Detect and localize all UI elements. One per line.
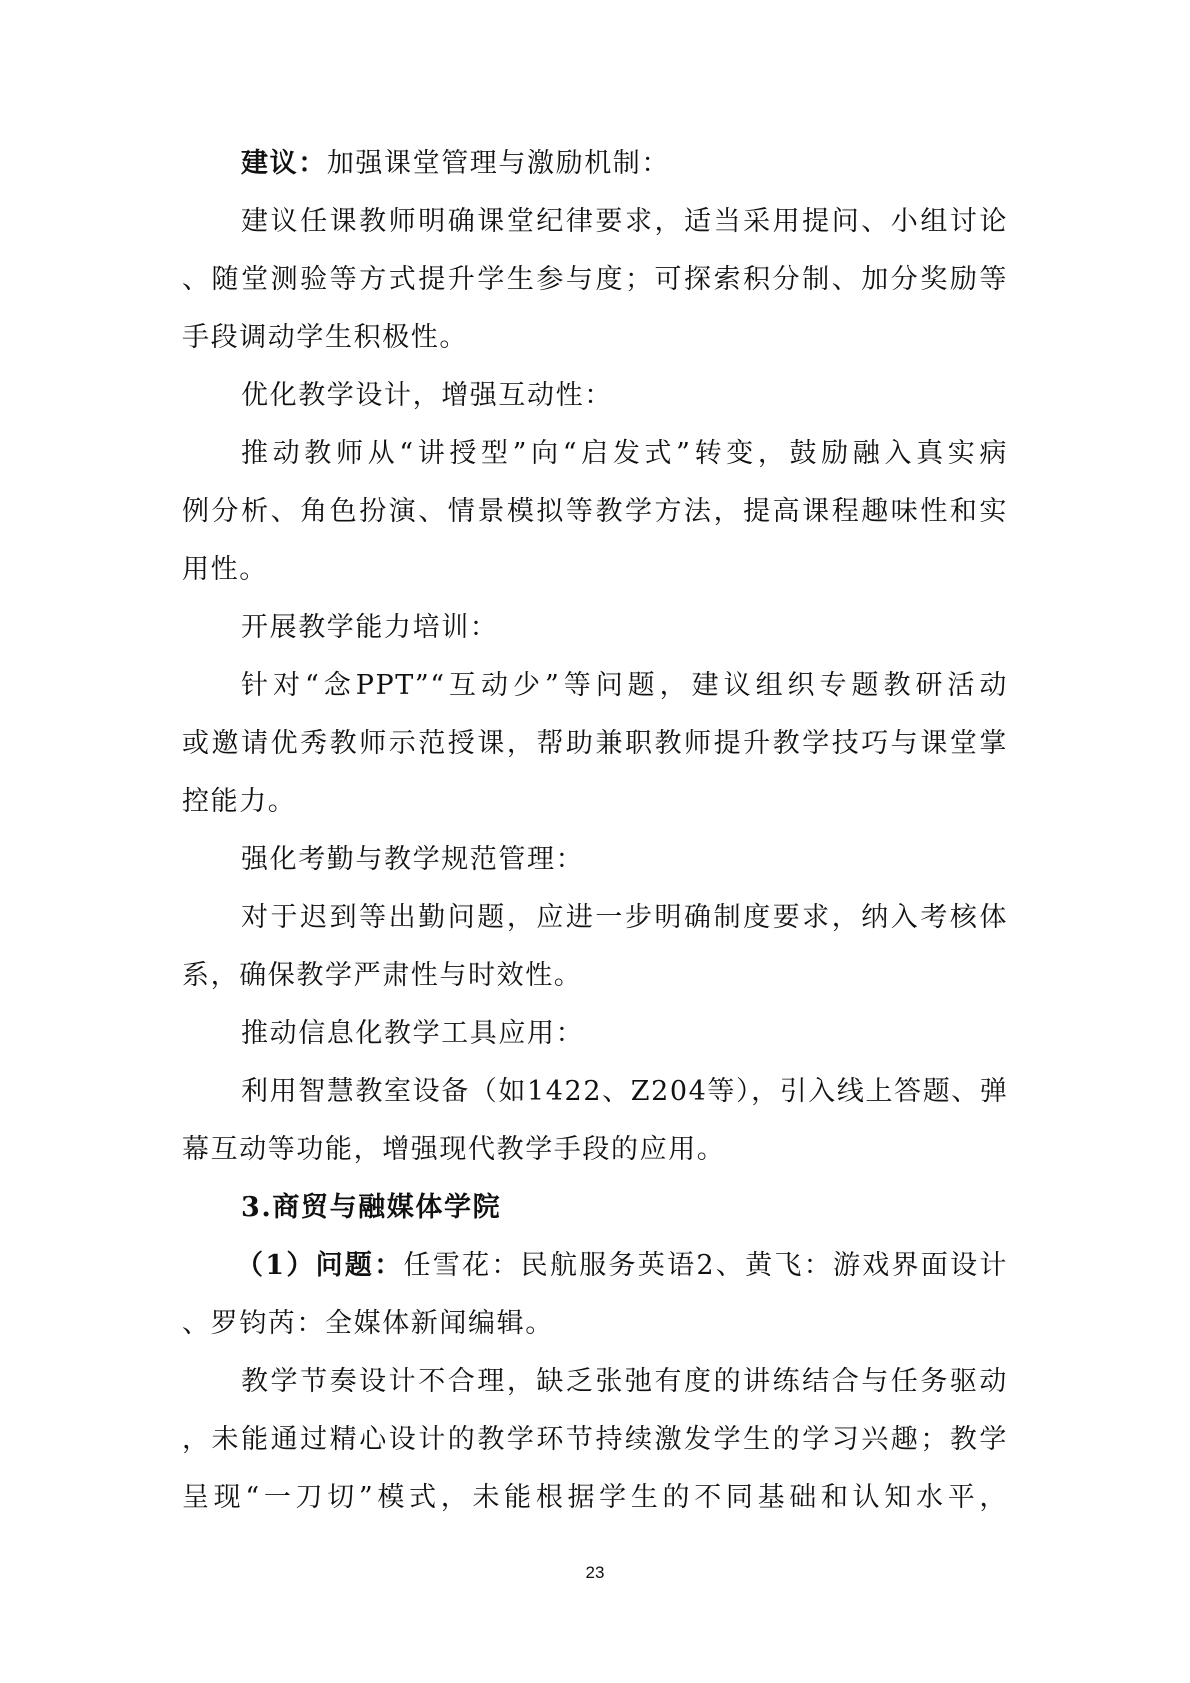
bold-label: 建议：	[241, 148, 327, 179]
bold-label: （1）问题：	[236, 1250, 404, 1281]
section-heading	[182, 1179, 1008, 1237]
paragraph-line: 幕互动等功能，增强现代教学手段的应用。	[182, 1134, 726, 1165]
subheading: 推动信息化教学工具应用：	[241, 1018, 585, 1049]
paragraph-line: 手段调动学生积极性。	[182, 322, 468, 353]
text: 任雪花：民航服务英语2、黄飞：游戏界面设计	[403, 1250, 1009, 1281]
paragraph-line: 教学节奏设计不合理，缺乏张弛有度的讲练结合与任务驱动	[241, 1366, 1008, 1397]
subheading: 开展教学能力培训：	[241, 612, 499, 643]
problem-line	[182, 1237, 1008, 1295]
section-title: 3.商贸与融媒体学院	[241, 1192, 502, 1223]
paragraph-line: 对于迟到等出勤问题，应进一步明确制度要求，纳入考核体	[241, 902, 1008, 933]
subheading: 优化教学设计，增强互动性：	[241, 380, 613, 411]
paragraph-line: 控能力。	[182, 786, 297, 817]
text: 加强课堂管理与激励机制：	[326, 148, 671, 179]
page-number: 23	[585, 1563, 605, 1582]
paragraph-line: 针对“念PPT”“互动少”等问题，建议组织专题教研活动	[241, 670, 1008, 701]
paragraph-line: ，未能通过精心设计的教学环节持续激发学生的学习兴趣；教学	[182, 1424, 1008, 1455]
paragraph-line: 或邀请优秀教师示范授课，帮助兼职教师提升教学技巧与课堂掌	[182, 728, 1008, 759]
paragraph-line: 系，确保教学严肃性与时效性。	[182, 960, 583, 991]
paragraph-line: 建议任课教师明确课堂纪律要求，适当采用提问、小组讨论	[241, 206, 1008, 237]
paragraph-line: 用性。	[182, 554, 268, 585]
paragraph-line: 推动教师从“讲授型”向“启发式”转变，鼓励融入真实病	[241, 438, 1008, 469]
paragraph-line: 利用智慧教室设备（如1422、Z204等），引入线上答题、弹	[241, 1076, 1009, 1107]
paragraph-line: 呈现“一刀切”模式，未能根据学生的不同基础和认知水平，	[182, 1482, 1008, 1513]
paragraph-line: 、罗钧芮：全媒体新闻编辑。	[182, 1308, 554, 1339]
subheading: 强化考勤与教学规范管理：	[241, 844, 585, 875]
heading-suggestion	[182, 135, 1008, 193]
paragraph-line: 、随堂测验等方式提升学生参与度；可探索积分制、加分奖励等	[182, 264, 1008, 295]
paragraph-line: 例分析、角色扮演、情景模拟等教学方法，提高课程趣味性和实	[182, 496, 1008, 527]
